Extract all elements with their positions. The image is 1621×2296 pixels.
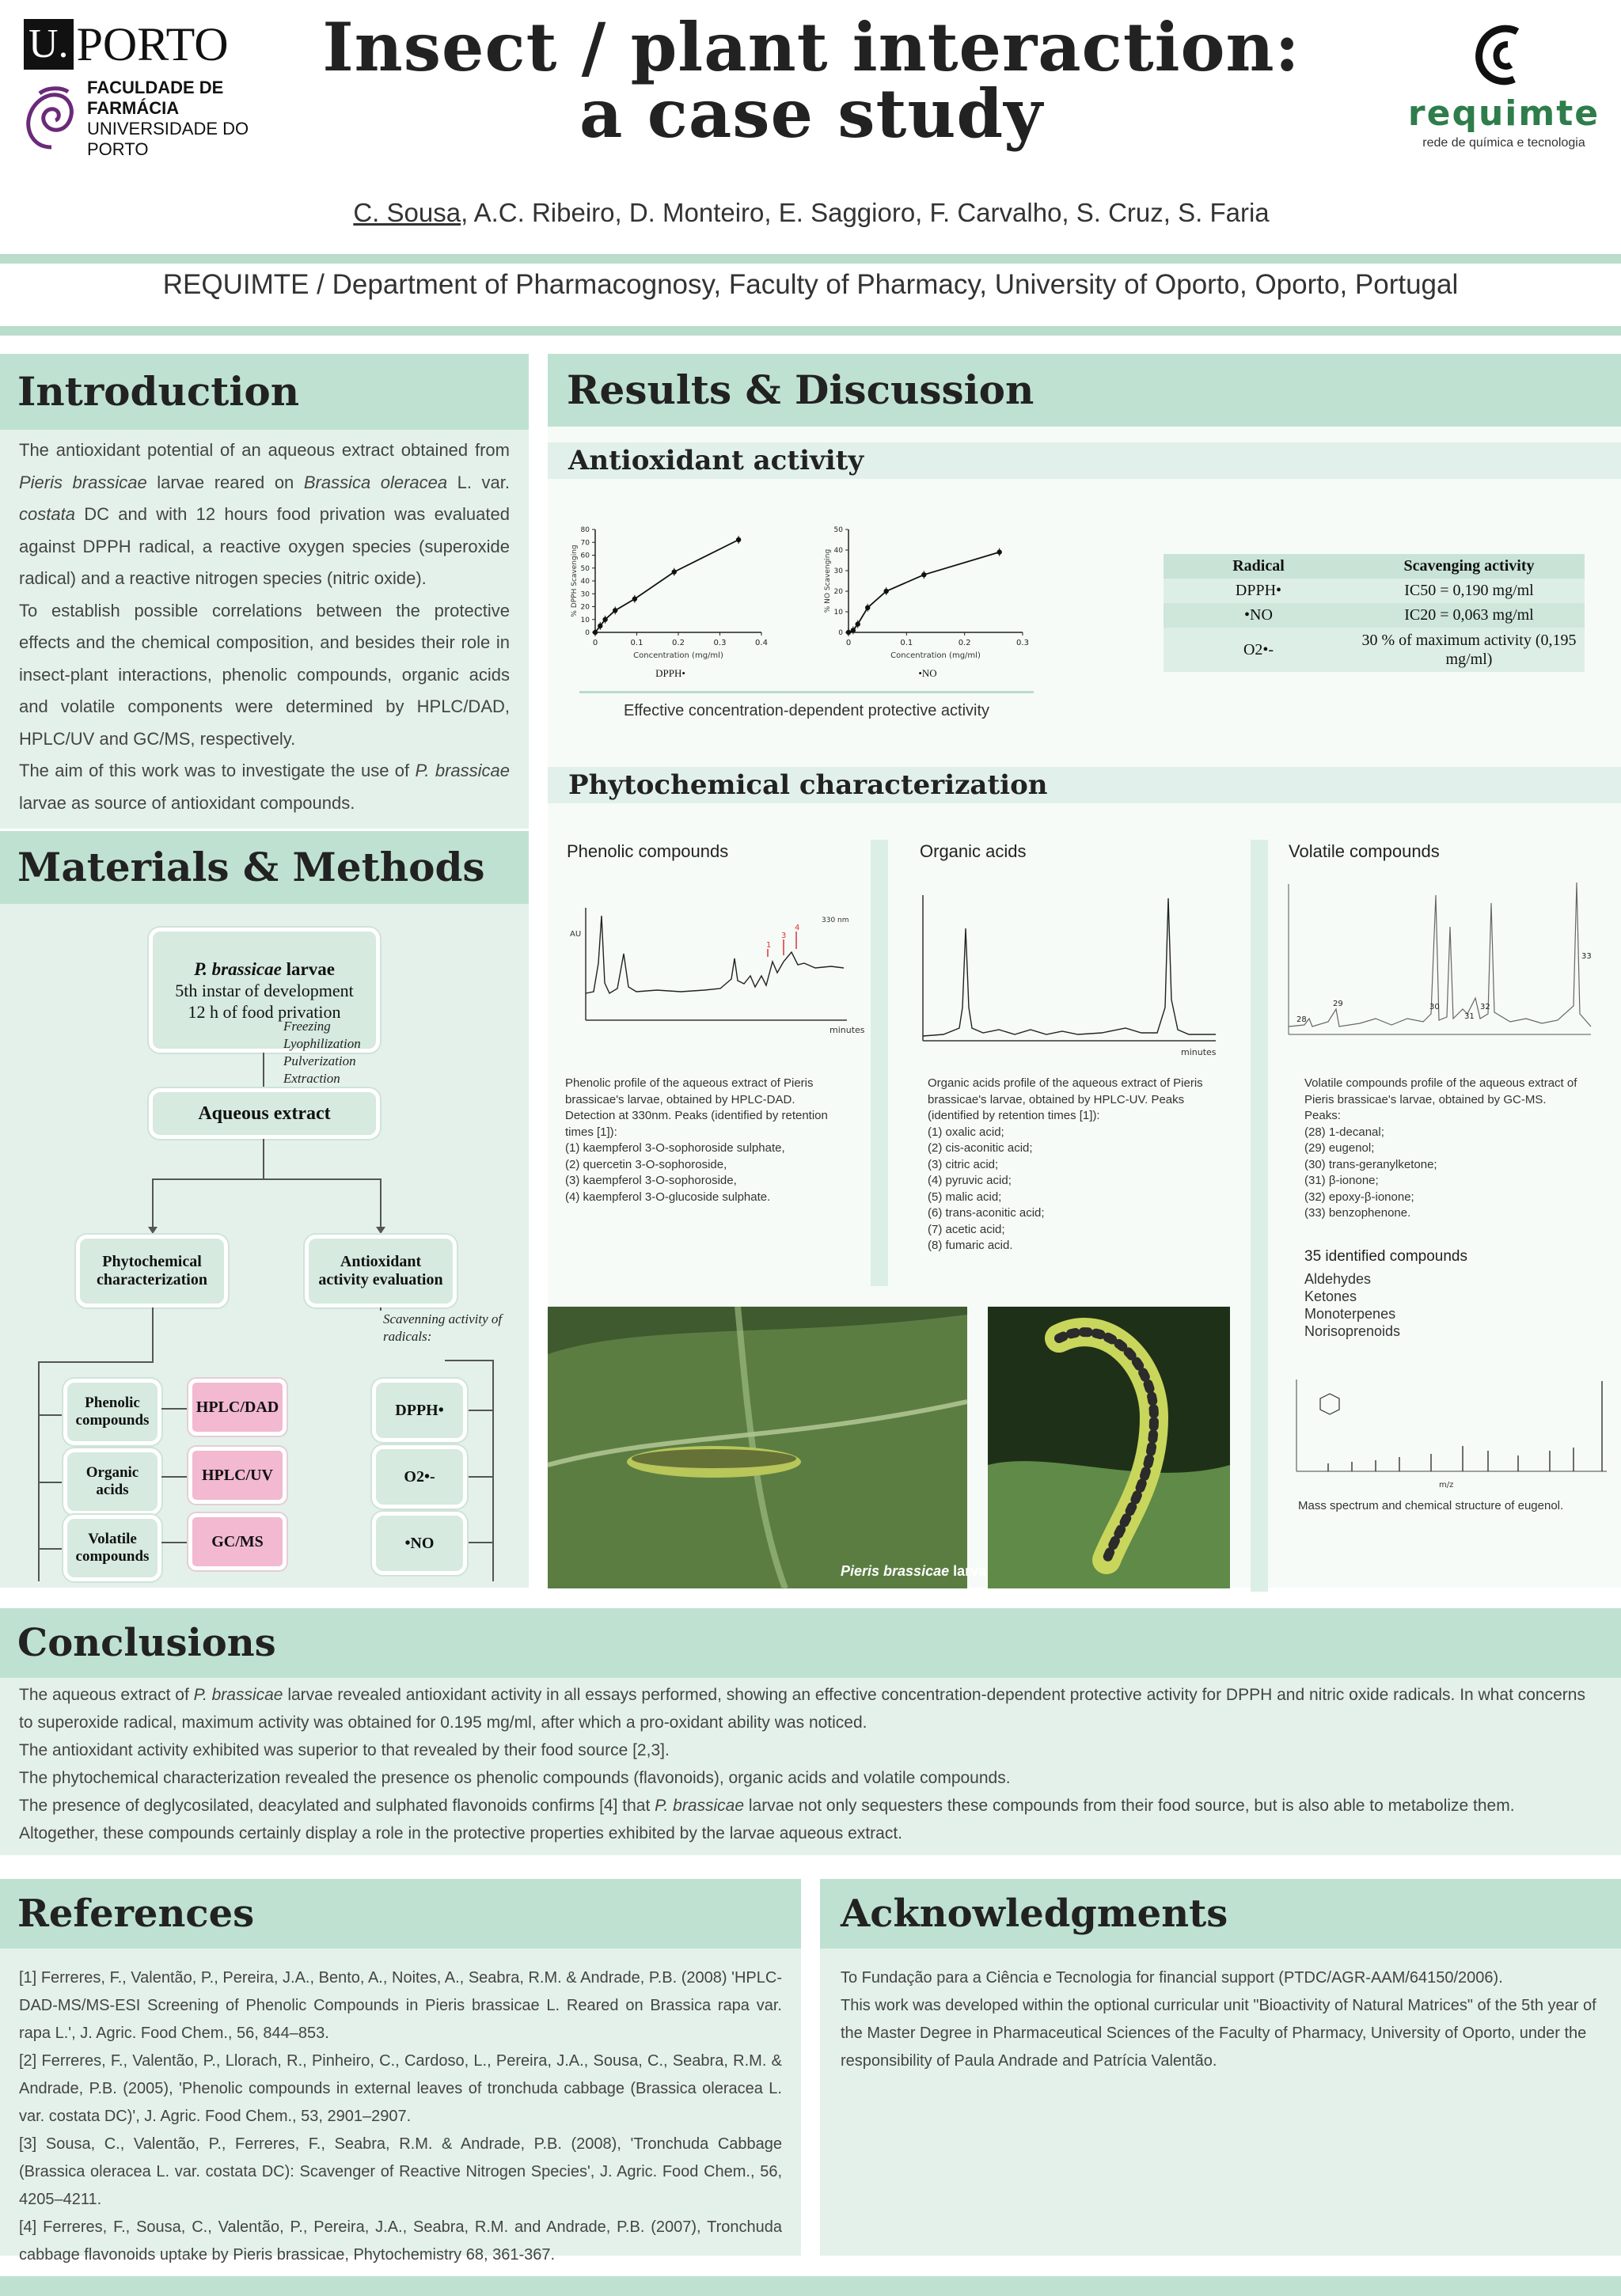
y-tick-label: 0 [585,629,590,637]
acknowledgments-heading: Acknowledgments [820,1879,1621,1949]
footer-band [0,2276,1621,2296]
larvae-box-instar: 5th instar of development [175,980,354,1000]
logo-uporto: U. PORTO FACULDADE DE FARMÁCIA UNIVERSIDADE DO PORTO [24,19,277,154]
y-tick-label: 50 [833,526,843,534]
title-line-2: a case study [579,74,1043,153]
gc-ms-box: GC/MS [188,1513,287,1570]
y-axis-label: % DPPH Scavenging [571,545,579,617]
svg-text:330 nm: 330 nm [822,917,849,924]
title-line-1: Insect / plant interaction: [322,8,1300,86]
svg-text:4: 4 [795,924,800,932]
acknowledgments-section [820,1879,1621,2256]
svg-text:31: 31 [1464,1012,1475,1021]
organic-acids-box: Organic acids [63,1448,161,1515]
reference-item: [3] Sousa, C., Valentão, P., Ferreres, F., Seabra, R.M. & Andrade, P.B. (2008), 'Tronchuda Cabbage (Brassica oleracea L. var. costata DC): Scavenger of Reactive Nitrogen Species', J. Agric. Food Chem., 56, 4205–4211. [19,2135,782,2208]
header-divider [0,254,1621,264]
nitric-oxide-radical-box: •NO [372,1512,467,1575]
references-section [0,1879,801,2264]
phenolic-compounds-box: Phenolic compounds [63,1379,161,1445]
reference-item: [2] Ferreres, F., Valentão, P., Llorach, R., Pinheiro, C., Cardoso, L., Pereira, J.A., Sousa, C., Seabra, R.M. & Andrade, P.B. (2005), 'Phenolic compounds in external leaves of tronchuda cabbage (Brassica oleracea L. var. costata DC)', J. Agric. Food Chem., 53, 2901–2907. [19,2052,782,2125]
photo-label: Pieris brassicae larva [841,1563,987,1579]
larva-photo-2 [988,1307,1230,1588]
y-tick-label: 60 [580,552,590,560]
eugenol-mass-spectrum [1281,1375,1613,1493]
phenolic-chromatogram [562,900,865,1042]
first-author: C. Sousa [353,198,461,227]
y-tick-label: 40 [833,547,843,555]
intro-paragraph-2: To establish possible correlations between the protective effects and the chemical composition, and besides their role in insect-plant interactions, phenolic compounds, organic acids and volatile components were determined by HPLC/DAD, HPLC/UV and GC/MS, respectively. [19,600,510,749]
results-heading: Results & Discussion [548,354,1621,427]
y-tick-label: 50 [580,564,590,573]
scavenging-table [1164,554,1585,672]
svg-text:1: 1 [766,941,772,950]
superoxide-radical-box: O2•- [372,1445,467,1509]
intro-paragraph-1: The antioxidant potential of an aqueous extract obtained from Pieris brassicae larvae reared on Brassica oleracea L. var. costata DC and with 12 hours food privation was evaluated against DPPH radical, a reactive oxygen species (superoxide radical) and a reactive nitrogen species (nitric oxide). [19,440,510,588]
svg-text:m/z: m/z [1439,1481,1454,1490]
conclusions-section [0,1608,1621,1855]
x-tick-label: 0 [592,639,598,647]
antioxidant-charts [571,522,1078,696]
introduction-text [0,435,529,819]
volatile-caption: Volatile compounds profile of the aqueous extract of Pieris brassicae's larvae, obtained by GC-MS. Peaks: (28) 1-decanal; (29) eugenol; (30) trans-geranylketone; (31) β-ionone; (32) epoxy-β-ionone; (33) benzophenone. [1304,1076,1577,1220]
svg-text:28: 28 [1296,1015,1307,1024]
x-tick-label: 0.2 [672,639,685,647]
references-heading: References [0,1879,801,1949]
antioxidant-heading: Antioxidant activity [548,442,1621,479]
table-row: O2•- 30 % of maximum activity (0,195 mg/ml) [1164,628,1585,672]
table-header-radical: Radical [1164,554,1353,579]
introduction-section [0,354,529,829]
svg-text:minutes: minutes [829,1025,865,1035]
x-tick-label: 0.4 [755,639,768,647]
series-line [595,540,738,632]
logo-requimte [1401,21,1607,163]
spiral-logo-icon [24,85,79,152]
results-section [548,354,1621,1588]
svg-text:3: 3 [781,932,787,940]
y-tick-label: 30 [833,567,843,575]
acknowledgments-text: To Fundação para a Ciência e Tecnologia for financial support (PTDC/AGR-AAM/64150/2006). This work was developed within the optional curricular unit "Bioactivity of Natural Matrices" of the 5th year of the Master Degree in Pharmaceutical Sciences of the Faculty of Pharmacy, University of Oporto, under the responsibility of Paula Andrade and Patrícia Valentão. [841,1969,1596,2070]
y-tick-label: 10 [833,609,843,617]
phenolic-caption: Phenolic profile of the aqueous extract of Pieris brassicae's larvae, obtained by HPLC-DAD. Detection at 330nm. Peaks (identified by retention times [1]): (1) kaempferol 3-O-sophoroside sulphate, (2) quercetin 3-O-sophoroside, (3) kaempferol 3-O-sophoroside, (4) kaempferol 3-O-glucoside sulphate. [565,1076,828,1204]
other-authors: , A.C. Ribeiro, D. Monteiro, E. Saggioro, F. Carvalho, S. Cruz, S. Faria [461,198,1270,227]
introduction-heading: Introduction [0,354,529,430]
x-tick-label: 0.1 [630,639,643,647]
y-axis-label: % NO Scavenging [824,548,832,613]
y-tick-label: 0 [838,629,843,637]
y-tick-label: 20 [833,588,843,596]
scavenging-table-wrap [1164,554,1585,672]
dpph-radical-box: DPPH• [372,1379,467,1442]
table-row: •NO IC20 = 0,063 mg/ml [1164,603,1585,628]
methods-heading: Materials & Methods [0,831,529,904]
conclusions-text: The aqueous extract of P. brassicae larvae revealed antioxidant activity in all essays performed, showing an effective concentration-dependent protective activity for DPPH and nitric oxide radicals. In what concerns to superoxide radical, maximum activity was obtained for 0.195 mg/ml, after which a pro-oxidant ability was noticed. The antioxidant activity exhibited was superior to that revealed by their food source [2,3]. The phytochemical characterization revealed the presence os phenolic compounds (flavonoids), organic acids and volatile compounds. The presence of deglycosilated, deacylated and sulphated flavonoids confirms [4] that P. brassicae larvae not only sequesters these compounds from their food source, but is also able to metabolize them. Altogether, these compounds certainly display a role in the protective properties exhibited by the larvae aqueous extract. [19,1686,1585,1842]
author-list [301,198,1322,228]
y-tick-label: 40 [580,578,590,586]
x-tick-label: 0.2 [958,639,971,647]
chart-underline [579,691,1034,693]
antioxidant-box: Antioxidant activity evaluation [305,1235,457,1307]
processing-steps: Freezing Lyophilization Pulverization Extraction [283,1019,361,1086]
x-axis-label: Concentration (mg/ml) [633,651,723,660]
requimte-mark-icon [1468,21,1539,92]
chart-caption: Effective concentration-dependent protective activity [623,702,990,719]
larvae-box-title: P. brassicae larvae [194,958,335,979]
phenolic-title: Phenolic compounds [567,841,729,861]
organic-title: Organic acids [920,841,1027,861]
chart-title: DPPH• [655,667,685,679]
reference-item: [1] Ferreres, F., Valentão, P., Pereira, J.A., Bento, A., Noites, A., Seabra, R.M. & Andrade, P.B. (2008) 'HPLC-DAD-MS/MS-ESI Screening of Phenolic Compounds in Pieris brassicae L. Reared on Brassica rapa var. rapa L.', J. Agric. Food Chem., 56, 844–853. [19,1969,782,2042]
chart-title: •NO [918,667,937,679]
x-tick-label: 0.3 [713,639,727,647]
y-tick-label: 10 [580,616,590,624]
hplc-dad-box: HPLC/DAD [188,1379,287,1436]
svg-text:minutes: minutes [1181,1047,1217,1057]
phytochemical-box: Phytochemical characterization [76,1235,228,1307]
organic-caption: Organic acids profile of the aqueous extract of Pieris brassicae's larvae, obtained by HPLC-UV. Peaks (identified by retention times [1]): (1) oxalic acid; (2) cis-aconitic acid; (3) citric acid; (4) pyruvic acid; (5) malic acid; (6) trans-aconitic acid; (7) acetic acid; (8) fumaric acid. [928,1076,1203,1252]
x-tick-label: 0.3 [1016,639,1029,647]
larvae-box-privation: 12 h of food privation [188,1001,341,1022]
series-line [848,552,1000,632]
svg-text:29: 29 [1333,1000,1343,1008]
volatile-chromatogram [1281,879,1597,1046]
svg-text:33: 33 [1581,952,1592,961]
y-tick-label: 70 [580,539,590,548]
table-row: DPPH• IC50 = 0,190 mg/ml [1164,579,1585,603]
svg-text:30: 30 [1429,1003,1440,1011]
university-name: UNIVERSIDADE DO PORTO [87,119,249,159]
svg-text:AU: AU [570,930,582,939]
x-tick-label: 0.1 [900,639,913,647]
table-header-activity: Scavenging activity [1353,554,1585,579]
reference-item: [4] Ferreres, F., Sousa, C., Valentão, P., Pereira, J.A., Seabra, R.M. and Andrade, P.B. (2007), Tronchuda cabbage flavonoids uptake by Pieris brassicae, Phytochemistry 68, 361-367. [19,2218,782,2264]
mass-caption: Mass spectrum and chemical structure of eugenol. [1298,1499,1564,1512]
methods-section [0,831,529,1588]
phytochemical-heading: Phytochemical characterization [548,767,1621,803]
affiliation: REQUIMTE / Department of Pharmacognosy, Faculty of Pharmacy, University of Oporto, Oporto, Portugal [162,269,1459,300]
hplc-uv-box: HPLC/UV [188,1447,287,1504]
volatile-compounds-box: Volatile compounds [63,1515,161,1581]
identified-compounds [1304,1248,1467,1340]
larva-photo-1 [548,1307,967,1588]
x-tick-label: 0 [845,639,852,647]
svg-text:32: 32 [1480,1003,1490,1011]
y-tick-label: 80 [580,526,590,534]
list-item: Norisoprenoids [1304,1323,1401,1339]
faculty-name: FACULDADE DE FARMÁCIA [87,78,224,118]
aqueous-extract-box: Aqueous extract [149,1088,380,1139]
identified-title: 35 identified compounds [1304,1248,1467,1265]
organic-chromatogram [896,889,1228,1063]
y-tick-label: 30 [580,590,590,599]
x-axis-label: Concentration (mg/ml) [890,651,981,660]
references-list [0,1964,801,2269]
conclusions-heading: Conclusions [0,1608,1621,1678]
list-item: Ketones [1304,1288,1357,1304]
requimte-tagline: rede de química e tecnologia [1422,136,1585,150]
intro-paragraph-3: The aim of this work was to investigate the use of P. brassicae larvae as source of antioxidant compounds. [19,761,510,813]
poster-title [301,8,1322,153]
list-item: Monoterpenes [1304,1306,1396,1322]
list-item: Aldehydes [1304,1271,1372,1287]
affiliation-divider [0,326,1621,336]
scavenging-note: Scavenning activity of radicals: [383,1311,503,1344]
requimte-name: requimte [1407,93,1600,134]
y-tick-label: 20 [580,603,590,612]
volatile-title: Volatile compounds [1289,841,1440,861]
